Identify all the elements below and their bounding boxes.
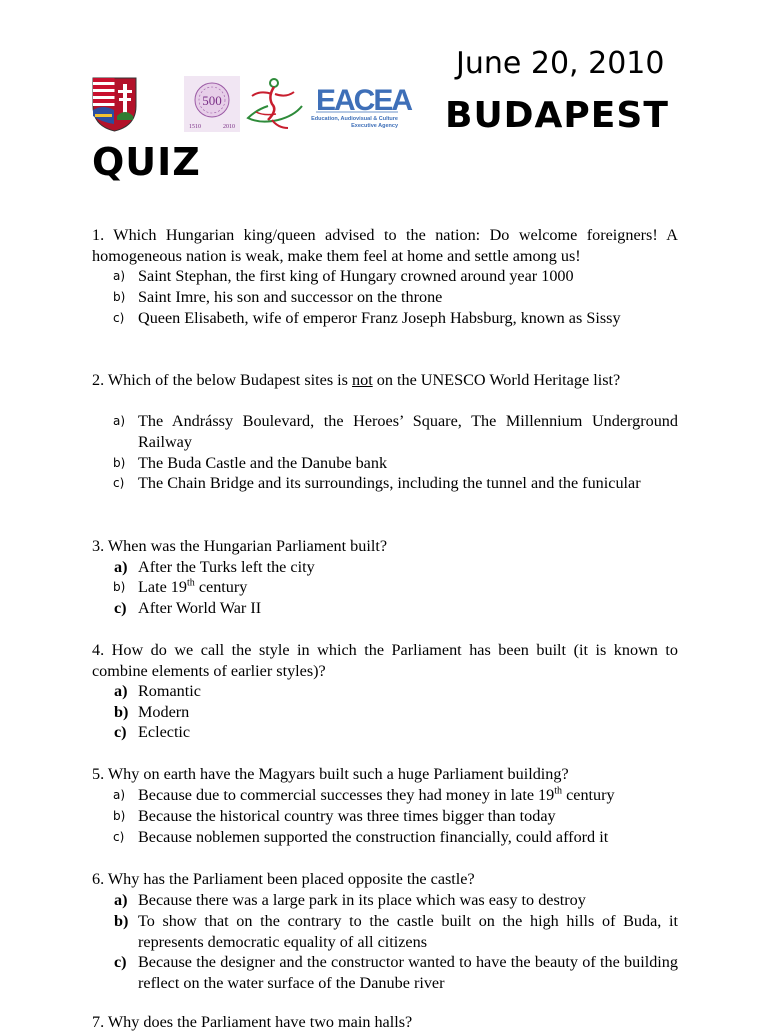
question-3-option-a: a) After the Turks left the city	[114, 558, 315, 576]
question-1-option-c: c) Queen Elisabeth, wife of emperor Franz Joseph Habsburg, known as Sissy	[113, 309, 621, 327]
question-6-option-b: b) To show that on the contrary to the castle built on the high hills of Buda, it represents democratic equality of all citizens	[114, 912, 678, 951]
question-1-option-a: a) Saint Stephan, the first king of Hungary crowned around year 1000	[113, 267, 574, 285]
question-7: 7. Why does the Parliament have two main halls?	[92, 1013, 413, 1031]
document-title: QUIZ	[92, 140, 201, 184]
question-2-option-a: a) The Andrássy Boulevard, the Heroes’ Square, The Millennium Underground Railway	[113, 412, 678, 451]
question-6-option-c: c) Because the designer and the constructor wanted to have the beauty of the building reflect on the water surface of the Danube river	[114, 953, 678, 992]
question-4: 4. How do we call the style in which the Parliament has been built (it is known to combine elements of earlier styles)?	[92, 641, 678, 680]
svg-text:500: 500	[202, 93, 222, 108]
svg-text:Executive Agency: Executive Agency	[351, 123, 398, 129]
question-5-option-a: a) Because due to commercial successes they had money in late 19th century	[113, 785, 615, 804]
svg-text:1510: 1510	[189, 124, 201, 130]
question-5-option-b: b) Because the historical country was three times bigger than today	[113, 807, 556, 825]
dancer-figure-logo	[238, 76, 314, 132]
question-3-option-b: b) Late 19th century	[113, 577, 248, 596]
question-3-option-c: c) After World War II	[114, 599, 262, 617]
question-3: 3. When was the Hungarian Parliament built?	[92, 537, 388, 555]
document-date: June 20, 2010	[456, 46, 665, 81]
question-1: 1. Which Hungarian king/queen advised to the nation: Do welcome foreigners! A homogeneous nation is weak, make them feel at home and settle among us!	[92, 226, 678, 265]
question-4-option-c: c) Eclectic	[114, 723, 191, 741]
question-5-option-c: c) Because noblemen supported the construction financially, could afford it	[113, 828, 609, 846]
svg-text:Education, Audiovisual & Cultu: Education, Audiovisual & Culture	[311, 116, 398, 122]
eacea-logo	[311, 78, 412, 132]
question-2-option-b: b) The Buda Castle and the Danube bank	[113, 454, 388, 472]
question-2: 2. Which of the below Budapest sites is not on the UNESCO World Heritage list?	[92, 371, 621, 389]
svg-text:EACEA: EACEA	[316, 84, 412, 117]
question-5: 5. Why on earth have the Magyars built such a huge Parliament building?	[92, 765, 569, 783]
hungarian-coat-of-arms-logo	[91, 76, 138, 132]
question-2-option-c: c) The Chain Bridge and its surroundings, including the tunnel and the funicular	[113, 474, 641, 492]
anniversary-500-logo	[184, 76, 240, 132]
emphasis-not: not	[352, 371, 373, 389]
question-1-option-b: b) Saint Imre, his son and successor on the throne	[113, 288, 443, 306]
document-location: BUDAPEST	[445, 95, 669, 136]
svg-text:2010: 2010	[223, 124, 235, 130]
question-4-option-a: a) Romantic	[114, 682, 201, 700]
question-6-option-a: a) Because there was a large park in its place which was easy to destroy	[114, 891, 586, 909]
question-4-option-b: b) Modern	[114, 703, 190, 721]
question-6: 6. Why has the Parliament been placed opposite the castle?	[92, 870, 475, 888]
